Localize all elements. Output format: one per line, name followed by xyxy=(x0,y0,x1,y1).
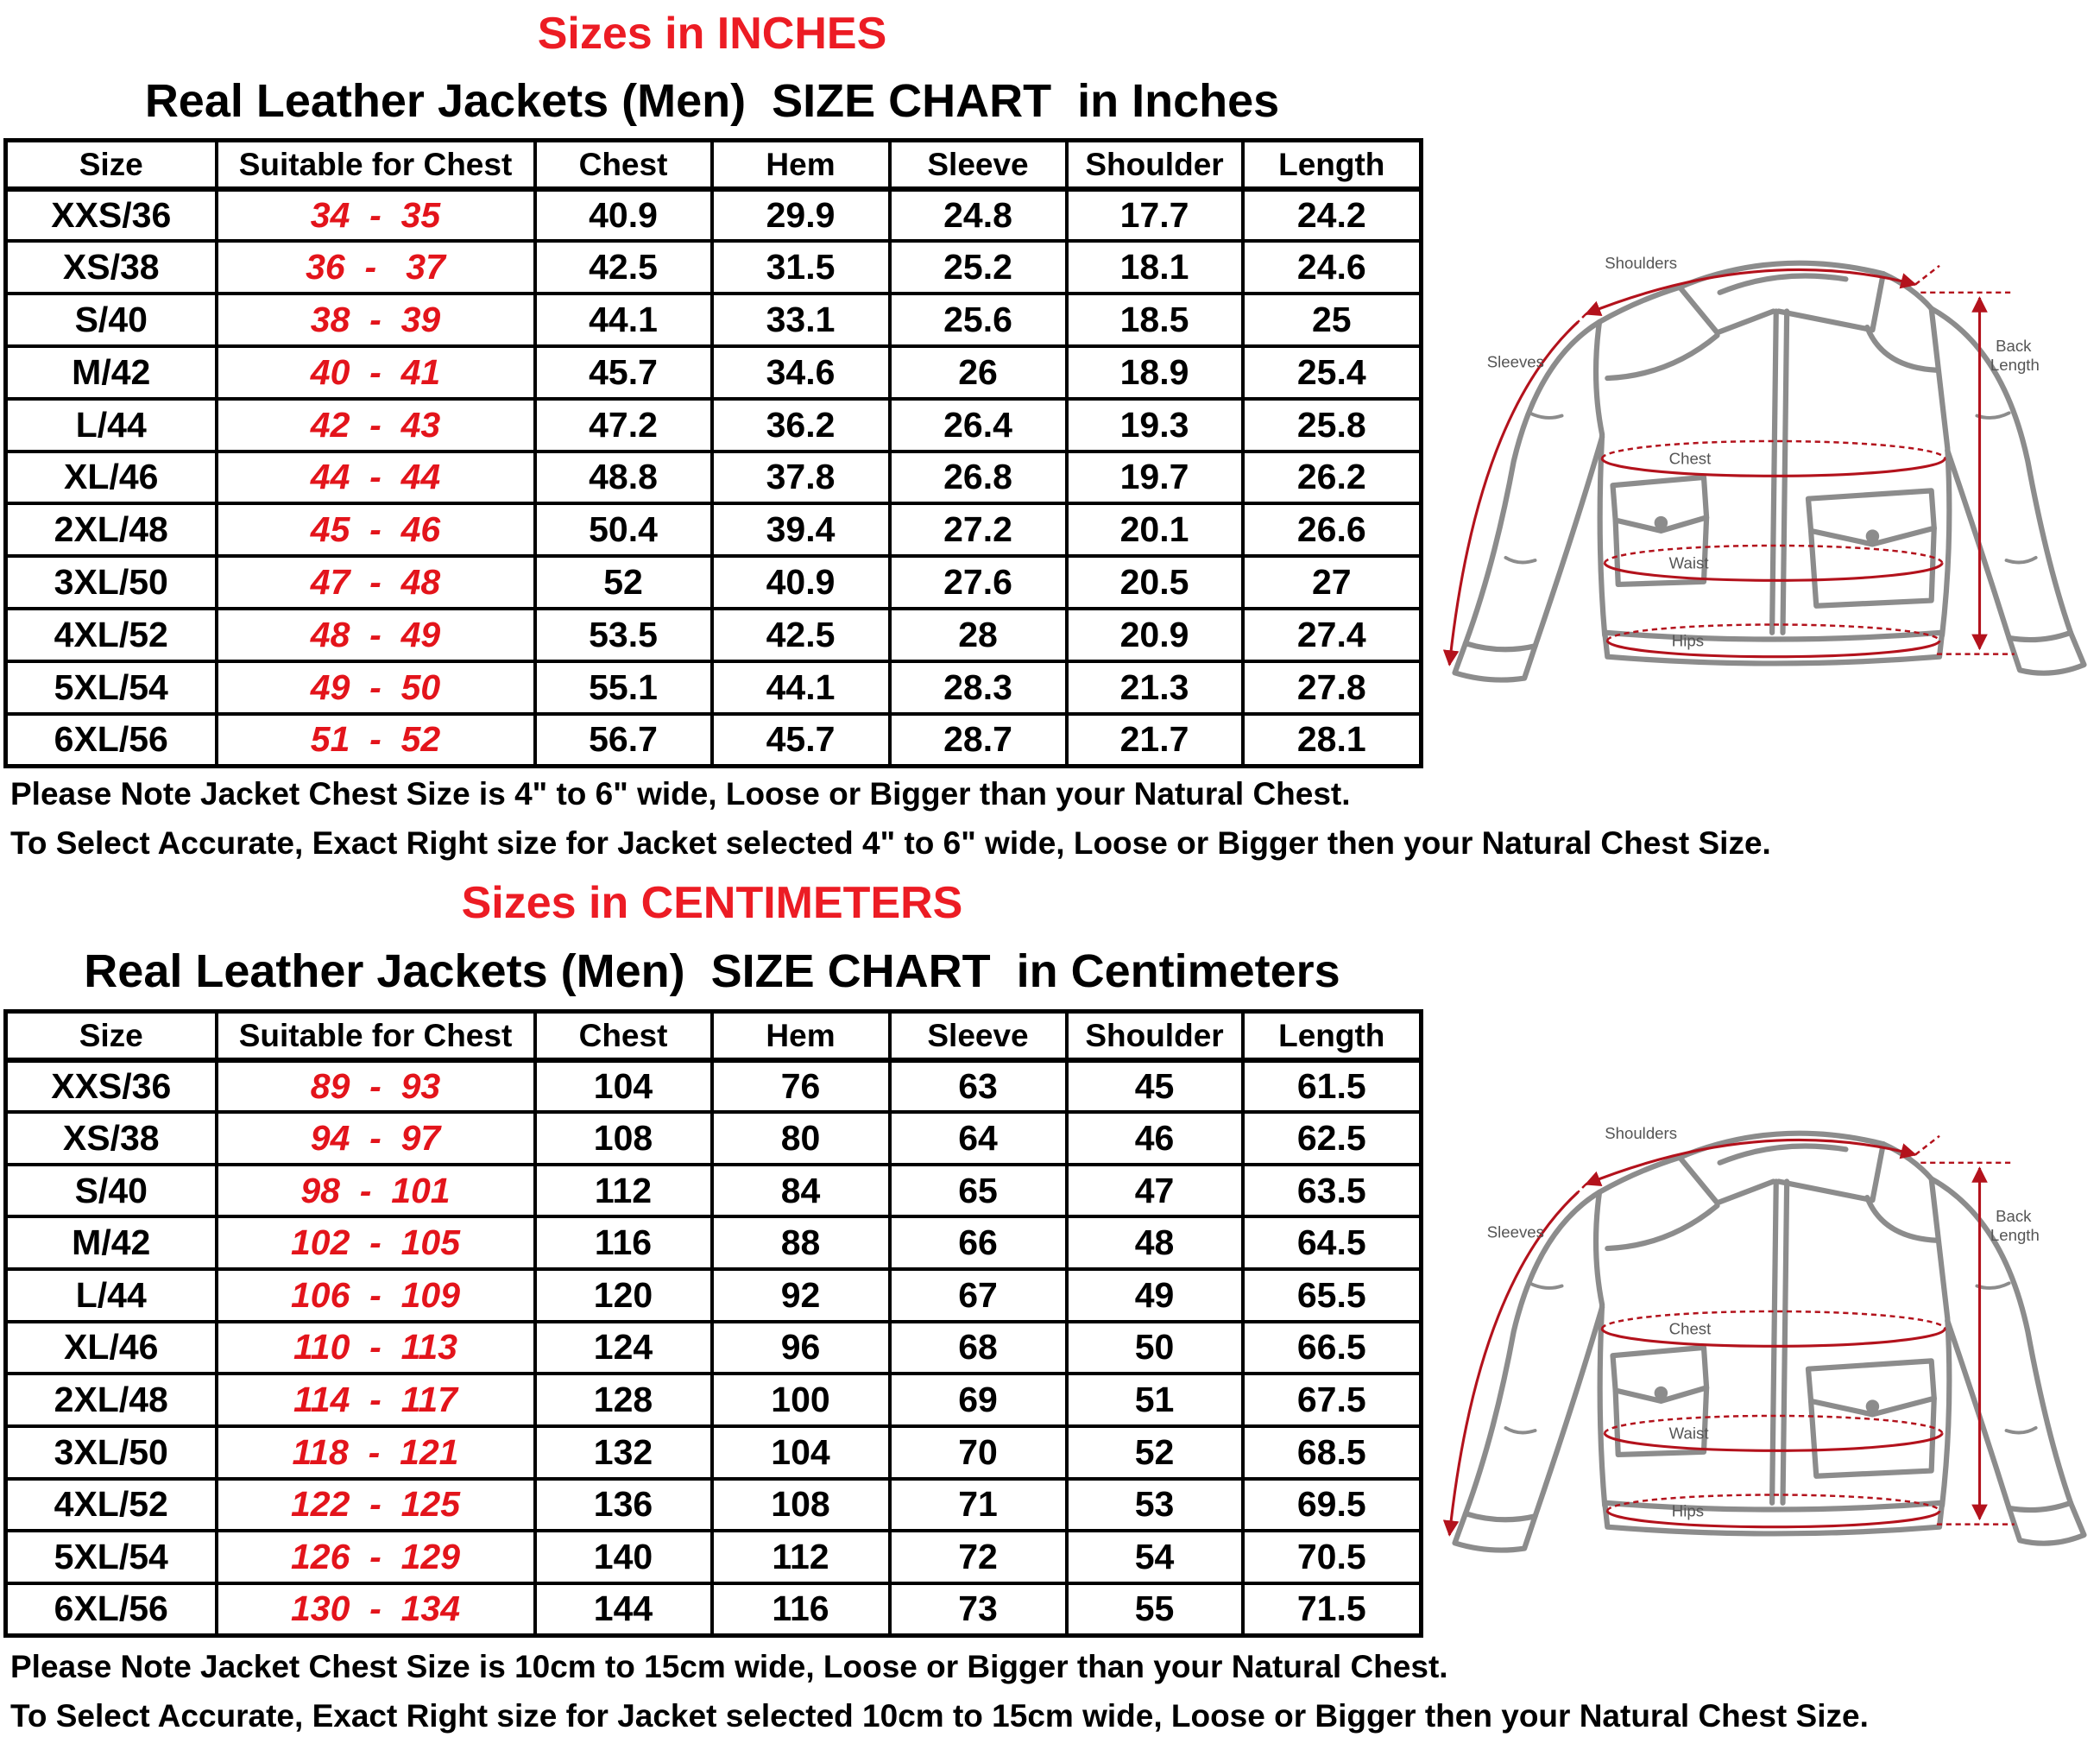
cell-chest: 55.1 xyxy=(535,661,712,714)
cell-shoulder: 49 xyxy=(1067,1269,1243,1322)
cell-chest: 132 xyxy=(535,1426,712,1479)
right-cuff xyxy=(2009,1503,2084,1544)
unit-title: Sizes in INCHES xyxy=(537,9,887,59)
header-suitable-for-chest: Suitable for Chest xyxy=(217,1012,535,1060)
sleeve-crease xyxy=(2007,1428,2036,1433)
cell-suitable-for-chest: 102 - 105 xyxy=(217,1216,535,1269)
cell-chest: 112 xyxy=(535,1165,712,1217)
cell-shoulder: 18.9 xyxy=(1067,346,1243,399)
right-sleeve-inner xyxy=(1947,1321,2009,1508)
cell-suitable-for-chest: 51 - 52 xyxy=(217,714,535,767)
back-length-label-line1: Back xyxy=(1996,337,2032,356)
sleeve-crease xyxy=(1505,1428,1535,1433)
jacket-outline xyxy=(1455,263,2084,680)
cell-hem: 39.4 xyxy=(712,503,890,556)
cell-shoulder: 51 xyxy=(1067,1374,1243,1426)
cell-suitable-for-chest: 98 - 101 xyxy=(217,1165,535,1217)
cell-size: XS/38 xyxy=(6,241,217,294)
cell-size: 5XL/54 xyxy=(6,1531,217,1583)
table-row xyxy=(6,1479,1422,1532)
chest-label: Chest xyxy=(1668,1319,1712,1338)
cell-chest: 45.7 xyxy=(535,346,712,399)
cell-hem: 84 xyxy=(712,1165,890,1217)
cell-size: 2XL/48 xyxy=(6,503,217,556)
cell-length: 71.5 xyxy=(1243,1583,1422,1636)
cell-shoulder: 17.7 xyxy=(1067,189,1243,242)
cell-length: 68.5 xyxy=(1243,1426,1422,1479)
left-cuff xyxy=(1455,1513,1536,1550)
cell-suitable-for-chest: 36 - 37 xyxy=(217,241,535,294)
jacket-measurement-diagram xyxy=(1441,247,2097,689)
cell-chest: 40.9 xyxy=(535,189,712,242)
cell-size: 6XL/56 xyxy=(6,1583,217,1636)
cell-shoulder: 21.7 xyxy=(1067,714,1243,767)
cell-hem: 80 xyxy=(712,1112,890,1165)
zipper-right-edge xyxy=(1783,312,1788,633)
cell-length: 27.8 xyxy=(1243,661,1422,714)
cell-length: 62.5 xyxy=(1243,1112,1422,1165)
cell-size: L/44 xyxy=(6,1269,217,1322)
back-length-label-line2: Length xyxy=(1990,1225,2040,1244)
shoulders-measure-line xyxy=(1586,1140,1916,1184)
cell-chest: 53.5 xyxy=(535,609,712,661)
cell-length: 67.5 xyxy=(1243,1374,1422,1426)
cell-shoulder: 45 xyxy=(1067,1060,1243,1113)
header-chest: Chest xyxy=(535,1012,712,1060)
table-row xyxy=(6,1374,1422,1426)
hem-band xyxy=(1605,633,1942,664)
cell-hem: 33.1 xyxy=(712,294,890,346)
cell-sleeve: 67 xyxy=(890,1269,1067,1322)
left-sleeve-inner xyxy=(1536,437,1603,646)
cell-length: 25 xyxy=(1243,294,1422,346)
jacket-diagram-svg xyxy=(1441,247,2097,689)
header-shoulder: Shoulder xyxy=(1067,1012,1243,1060)
cell-suitable-for-chest: 49 - 50 xyxy=(217,661,535,714)
cell-chest: 116 xyxy=(535,1216,712,1269)
cell-sleeve: 27.2 xyxy=(890,503,1067,556)
cell-shoulder: 52 xyxy=(1067,1426,1243,1479)
cell-size: S/40 xyxy=(6,1165,217,1217)
shoulders-measure-line xyxy=(1586,269,1916,313)
cell-hem: 31.5 xyxy=(712,241,890,294)
chart-title: Real Leather Jackets (Men) SIZE CHART in Centimeters xyxy=(84,945,1340,997)
cell-hem: 45.7 xyxy=(712,714,890,767)
cell-length: 61.5 xyxy=(1243,1060,1422,1113)
hips-measure-front xyxy=(1607,1511,1939,1527)
cell-suitable-for-chest: 110 - 113 xyxy=(217,1322,535,1374)
collar-right-point xyxy=(1779,274,1883,330)
table-row xyxy=(6,1165,1422,1217)
size-table xyxy=(3,1009,1423,1638)
cell-shoulder: 19.7 xyxy=(1067,452,1243,504)
cell-suitable-for-chest: 45 - 46 xyxy=(217,503,535,556)
collar-right-point xyxy=(1779,1144,1883,1200)
cell-sleeve: 73 xyxy=(890,1583,1067,1636)
cell-length: 69.5 xyxy=(1243,1479,1422,1532)
note-line: To Select Accurate, Exact Right size for Jacket selected 10cm to 15cm wide, Loose or Bigger then your Natural Chest Size. xyxy=(10,1698,1869,1734)
cell-chest: 140 xyxy=(535,1531,712,1583)
cell-size: 4XL/52 xyxy=(6,609,217,661)
cell-sleeve: 26 xyxy=(890,346,1067,399)
cell-length: 26.2 xyxy=(1243,452,1422,504)
cell-length: 66.5 xyxy=(1243,1322,1422,1374)
right-sleeve-inner xyxy=(1947,451,2009,638)
cell-chest: 136 xyxy=(535,1479,712,1532)
cell-shoulder: 53 xyxy=(1067,1479,1243,1532)
cell-sleeve: 64 xyxy=(890,1112,1067,1165)
cell-suitable-for-chest: 44 - 44 xyxy=(217,452,535,504)
hips-label: Hips xyxy=(1671,1501,1705,1520)
header-sleeve: Sleeve xyxy=(890,141,1067,189)
cell-shoulder: 50 xyxy=(1067,1322,1243,1374)
sleeve-crease xyxy=(1505,558,1535,563)
cell-size: 5XL/54 xyxy=(6,661,217,714)
cell-size: 3XL/50 xyxy=(6,1426,217,1479)
cell-suitable-for-chest: 114 - 117 xyxy=(217,1374,535,1426)
left-body-side xyxy=(1596,322,1605,635)
table-row xyxy=(6,1269,1422,1322)
table-row xyxy=(6,189,1422,242)
cell-sleeve: 65 xyxy=(890,1165,1067,1217)
chest-label: Chest xyxy=(1668,449,1712,468)
cell-hem: 104 xyxy=(712,1426,890,1479)
cell-chest: 108 xyxy=(535,1112,712,1165)
cell-shoulder: 21.3 xyxy=(1067,661,1243,714)
cell-suitable-for-chest: 94 - 97 xyxy=(217,1112,535,1165)
cell-suitable-for-chest: 40 - 41 xyxy=(217,346,535,399)
cell-length: 27.4 xyxy=(1243,609,1422,661)
cell-hem: 34.6 xyxy=(712,346,890,399)
header-chest: Chest xyxy=(535,141,712,189)
table-row xyxy=(6,452,1422,504)
cell-hem: 92 xyxy=(712,1269,890,1322)
table-row xyxy=(6,1322,1422,1374)
unit-title: Sizes in CENTIMETERS xyxy=(461,878,963,928)
cell-hem: 100 xyxy=(712,1374,890,1426)
cell-shoulder: 19.3 xyxy=(1067,399,1243,452)
cell-hem: 40.9 xyxy=(712,556,890,609)
table-row xyxy=(6,399,1422,452)
left-yoke-seam xyxy=(1607,1205,1717,1248)
table-row xyxy=(6,1216,1422,1269)
table-row xyxy=(6,1112,1422,1165)
sleeves-measure-line xyxy=(1449,1192,1578,1535)
waist-label: Waist xyxy=(1668,1424,1709,1443)
cell-chest: 124 xyxy=(535,1322,712,1374)
cell-size: L/44 xyxy=(6,399,217,452)
cell-hem: 108 xyxy=(712,1479,890,1532)
sleeves-label: Sleeves xyxy=(1486,352,1544,371)
shoulders-tick xyxy=(1915,266,1939,285)
cell-chest: 120 xyxy=(535,1269,712,1322)
table-row xyxy=(6,346,1422,399)
cell-length: 28.1 xyxy=(1243,714,1422,767)
cell-shoulder: 46 xyxy=(1067,1112,1243,1165)
cell-shoulder: 47 xyxy=(1067,1165,1243,1217)
zipper-right-edge xyxy=(1783,1182,1788,1503)
back-length-label-line2: Length xyxy=(1990,355,2040,374)
cell-length: 70.5 xyxy=(1243,1531,1422,1583)
cell-suitable-for-chest: 122 - 125 xyxy=(217,1479,535,1532)
cell-hem: 96 xyxy=(712,1322,890,1374)
table-row xyxy=(6,241,1422,294)
size-table xyxy=(3,138,1423,768)
cell-size: M/42 xyxy=(6,1216,217,1269)
table-row xyxy=(6,609,1422,661)
cell-length: 25.8 xyxy=(1243,399,1422,452)
right-yoke-seam xyxy=(1867,327,1937,370)
header-hem: Hem xyxy=(712,1012,890,1060)
shoulders-tick xyxy=(1915,1136,1939,1155)
cell-chest: 44.1 xyxy=(535,294,712,346)
collar-left-point xyxy=(1680,287,1774,333)
cell-size: XXS/36 xyxy=(6,1060,217,1113)
cell-chest: 104 xyxy=(535,1060,712,1113)
hips-measure-front xyxy=(1607,641,1939,657)
cell-shoulder: 55 xyxy=(1067,1583,1243,1636)
left-cuff xyxy=(1455,643,1536,679)
cell-length: 25.4 xyxy=(1243,346,1422,399)
cell-suitable-for-chest: 106 - 109 xyxy=(217,1269,535,1322)
cell-length: 64.5 xyxy=(1243,1216,1422,1269)
cell-size: XS/38 xyxy=(6,1112,217,1165)
cell-chest: 48.8 xyxy=(535,452,712,504)
sleeves-measure-line xyxy=(1449,322,1578,665)
table-row xyxy=(6,661,1422,714)
header-size: Size xyxy=(6,1012,217,1060)
left-sleeve-inner xyxy=(1536,1307,1603,1516)
jacket-outline xyxy=(1455,1134,2084,1551)
cell-sleeve: 27.6 xyxy=(890,556,1067,609)
cell-hem: 76 xyxy=(712,1060,890,1113)
table-row xyxy=(6,503,1422,556)
collar-left-point xyxy=(1680,1158,1774,1203)
cell-sleeve: 68 xyxy=(890,1322,1067,1374)
cell-length: 63.5 xyxy=(1243,1165,1422,1217)
note-line: Please Note Jacket Chest Size is 4" to 6" wide, Loose or Bigger than your Natural Chest. xyxy=(10,776,1351,812)
cell-shoulder: 48 xyxy=(1067,1216,1243,1269)
cell-sleeve: 25.6 xyxy=(890,294,1067,346)
header-sleeve: Sleeve xyxy=(890,1012,1067,1060)
cell-suitable-for-chest: 34 - 35 xyxy=(217,189,535,242)
table-row xyxy=(6,556,1422,609)
cell-sleeve: 71 xyxy=(890,1479,1067,1532)
pocket-button xyxy=(1657,1389,1665,1397)
cell-sleeve: 24.8 xyxy=(890,189,1067,242)
hem-band xyxy=(1605,1503,1942,1534)
cell-size: 3XL/50 xyxy=(6,556,217,609)
cell-suitable-for-chest: 89 - 93 xyxy=(217,1060,535,1113)
cell-hem: 44.1 xyxy=(712,661,890,714)
cell-shoulder: 18.1 xyxy=(1067,241,1243,294)
cell-hem: 112 xyxy=(712,1531,890,1583)
cell-hem: 29.9 xyxy=(712,189,890,242)
cell-length: 24.6 xyxy=(1243,241,1422,294)
cell-suitable-for-chest: 130 - 134 xyxy=(217,1583,535,1636)
jacket-measurement-diagram xyxy=(1441,1117,2097,1559)
shoulders-label: Shoulders xyxy=(1605,253,1678,272)
table-row xyxy=(6,294,1422,346)
cell-chest: 52 xyxy=(535,556,712,609)
table-body xyxy=(6,1060,1422,1636)
cell-suitable-for-chest: 42 - 43 xyxy=(217,399,535,452)
zipper-left-edge xyxy=(1772,312,1776,633)
cell-length: 24.2 xyxy=(1243,189,1422,242)
chart-title: Real Leather Jackets (Men) SIZE CHART in Inches xyxy=(144,75,1280,127)
waist-label: Waist xyxy=(1668,553,1709,572)
cell-sleeve: 25.2 xyxy=(890,241,1067,294)
cell-hem: 88 xyxy=(712,1216,890,1269)
cell-sleeve: 69 xyxy=(890,1374,1067,1426)
collar-band xyxy=(1720,275,1846,292)
right-yoke-seam xyxy=(1867,1197,1937,1241)
pocket-button xyxy=(1869,1402,1876,1410)
table-row xyxy=(6,1583,1422,1636)
cell-size: M/42 xyxy=(6,346,217,399)
cell-sleeve: 66 xyxy=(890,1216,1067,1269)
table-row xyxy=(6,1060,1422,1113)
cell-hem: 116 xyxy=(712,1583,890,1636)
cell-length: 27 xyxy=(1243,556,1422,609)
sleeve-crease xyxy=(1977,413,2009,418)
left-body-side xyxy=(1596,1192,1605,1506)
table-row xyxy=(6,1531,1422,1583)
back-length-label-line1: Back xyxy=(1996,1207,2032,1226)
cell-sleeve: 26.8 xyxy=(890,452,1067,504)
header-shoulder: Shoulder xyxy=(1067,141,1243,189)
table-body xyxy=(6,189,1422,767)
table-row xyxy=(6,1426,1422,1479)
header-size: Size xyxy=(6,141,217,189)
cell-suitable-for-chest: 48 - 49 xyxy=(217,609,535,661)
cell-shoulder: 20.9 xyxy=(1067,609,1243,661)
note-line: Please Note Jacket Chest Size is 10cm to 15cm wide, Loose or Bigger than your Natural Chest. xyxy=(10,1649,1448,1684)
note-line: To Select Accurate, Exact Right size for Jacket selected 4" to 6" wide, Loose or Bigger then your Natural Chest Size. xyxy=(10,825,1771,861)
cell-suitable-for-chest: 38 - 39 xyxy=(217,294,535,346)
cell-chest: 42.5 xyxy=(535,241,712,294)
pocket-button xyxy=(1657,519,1665,527)
cell-size: 6XL/56 xyxy=(6,714,217,767)
cell-size: 2XL/48 xyxy=(6,1374,217,1426)
cell-chest: 56.7 xyxy=(535,714,712,767)
jacket-diagram-svg xyxy=(1441,1117,2097,1559)
cell-sleeve: 28.7 xyxy=(890,714,1067,767)
header-length: Length xyxy=(1243,1012,1422,1060)
cell-sleeve: 26.4 xyxy=(890,399,1067,452)
cell-size: S/40 xyxy=(6,294,217,346)
header-length: Length xyxy=(1243,141,1422,189)
cell-suitable-for-chest: 47 - 48 xyxy=(217,556,535,609)
zipper-left-edge xyxy=(1772,1182,1776,1503)
header-row xyxy=(6,141,1422,189)
cell-chest: 128 xyxy=(535,1374,712,1426)
cell-size: XL/46 xyxy=(6,452,217,504)
cell-length: 26.6 xyxy=(1243,503,1422,556)
cell-size: XXS/36 xyxy=(6,189,217,242)
cell-sleeve: 28.3 xyxy=(890,661,1067,714)
cell-shoulder: 20.5 xyxy=(1067,556,1243,609)
cell-hem: 36.2 xyxy=(712,399,890,452)
shoulders-label: Shoulders xyxy=(1605,1123,1678,1142)
cell-chest: 47.2 xyxy=(535,399,712,452)
cell-size: 4XL/52 xyxy=(6,1479,217,1532)
cell-suitable-for-chest: 126 - 129 xyxy=(217,1531,535,1583)
cell-shoulder: 18.5 xyxy=(1067,294,1243,346)
sleeve-crease xyxy=(1529,1283,1561,1288)
cell-sleeve: 70 xyxy=(890,1426,1067,1479)
cell-sleeve: 72 xyxy=(890,1531,1067,1583)
header-row xyxy=(6,1012,1422,1060)
cell-suitable-for-chest: 118 - 121 xyxy=(217,1426,535,1479)
cell-size: XL/46 xyxy=(6,1322,217,1374)
cell-hem: 42.5 xyxy=(712,609,890,661)
sleeve-crease xyxy=(1529,413,1561,418)
sleeves-label: Sleeves xyxy=(1486,1222,1544,1241)
pocket-button xyxy=(1869,532,1876,540)
sleeve-crease xyxy=(1977,1283,2009,1288)
left-yoke-seam xyxy=(1607,335,1717,378)
cell-shoulder: 54 xyxy=(1067,1531,1243,1583)
cell-length: 65.5 xyxy=(1243,1269,1422,1322)
header-suitable-for-chest: Suitable for Chest xyxy=(217,141,535,189)
collar-band xyxy=(1720,1146,1846,1162)
cell-sleeve: 28 xyxy=(890,609,1067,661)
right-cuff xyxy=(2009,633,2084,673)
hips-label: Hips xyxy=(1671,631,1705,650)
header-hem: Hem xyxy=(712,141,890,189)
cell-shoulder: 20.1 xyxy=(1067,503,1243,556)
cell-sleeve: 63 xyxy=(890,1060,1067,1113)
cell-chest: 50.4 xyxy=(535,503,712,556)
cell-chest: 144 xyxy=(535,1583,712,1636)
cell-hem: 37.8 xyxy=(712,452,890,504)
table-row xyxy=(6,714,1422,767)
sleeve-crease xyxy=(2007,558,2036,563)
